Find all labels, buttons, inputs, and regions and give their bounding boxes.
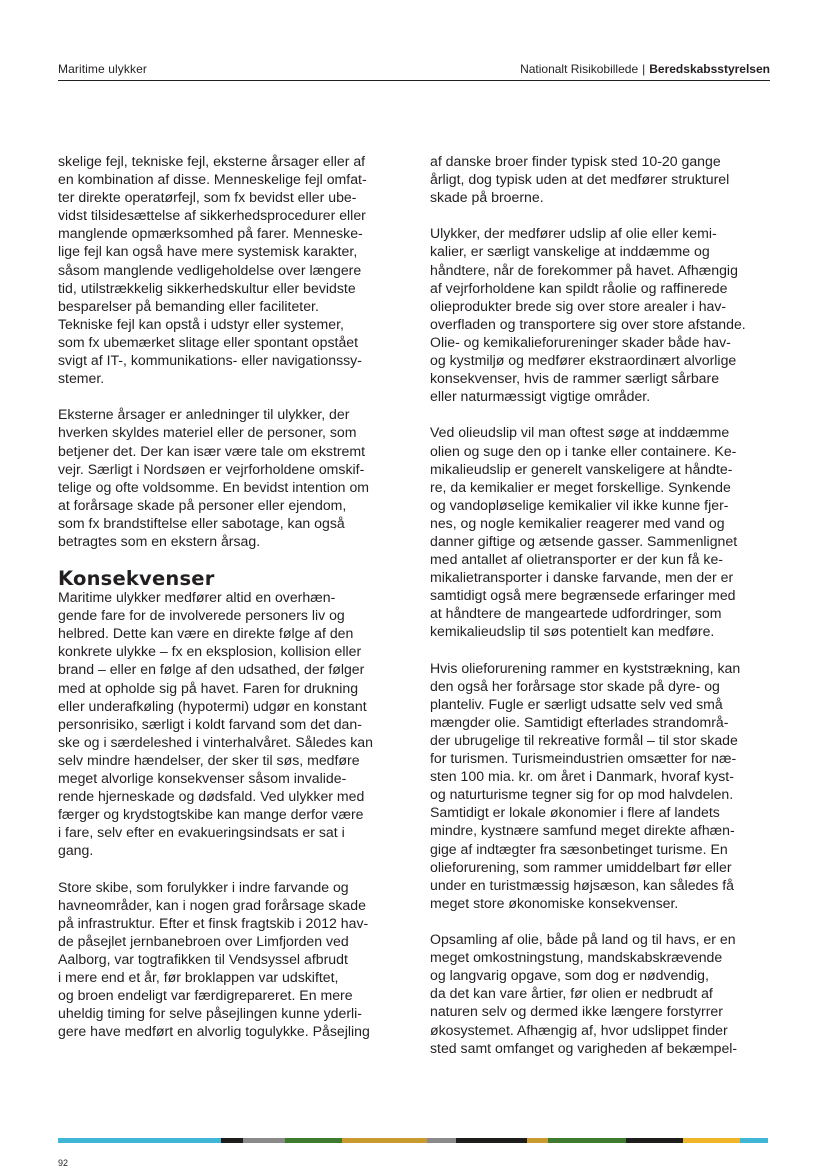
- paragraph: [430, 152, 764, 206]
- text-line: årligt, dog typisk uden at det medfører strukturel: [430, 171, 730, 188]
- text-line: mindre, kystnære samfund meget direkte afhæn-: [430, 822, 735, 839]
- text-line: kemikalieudslip til søs potentielt kan medføre.: [430, 623, 715, 640]
- text-line: overfladen og transportere sig over store afstande.: [430, 315, 746, 332]
- text-line: Olie- og kemikalieforureninger skader både hav-: [430, 333, 731, 350]
- paragraph: [430, 659, 764, 912]
- text-line: mikalieudslip er generelt vanskeligere at håndte-: [430, 460, 733, 477]
- text-line: planteliv. Fugle er særligt udsatte selv ved små: [430, 695, 723, 712]
- text-line: helbred. Dette kan være en direkte følge af den: [58, 625, 354, 642]
- text-line: svigt af IT-, kommunikations- eller navigationssy-: [58, 352, 362, 369]
- text-line: af vejrforholdene kan spildt råolie og raffinerede: [430, 279, 728, 296]
- text-line: færger og krydstogtskibe kan mange derfor være: [58, 806, 364, 823]
- text-line: og naturturisme tegner sig for op mod halvdelen.: [430, 786, 734, 803]
- text-line: med antallet af olietransporter er der kun få ke-: [430, 551, 723, 568]
- strip-segment: [427, 1138, 455, 1143]
- text-line: samtidigt også mere begrænsede erfaringer med: [430, 587, 736, 604]
- text-line: stemer.: [58, 370, 105, 387]
- text-line: tid, utilstrækkelig sikkerhedskultur eller bevidste: [58, 279, 356, 296]
- text-line: mikalietransporter i danske farvande, men der er: [430, 569, 734, 586]
- text-line: en kombination af disse. Menneskelige fejl omfat-: [58, 171, 367, 188]
- text-line: skade på broerne.: [430, 189, 544, 206]
- text-line: gang.: [58, 842, 94, 859]
- text-line: som fx brandstiftelse eller sabotage, kan også: [58, 514, 345, 531]
- page-number: 92: [58, 1158, 69, 1168]
- text-line: på infrastruktur. Efter et finsk fragtskib i 2012 hav-: [58, 914, 369, 931]
- paragraph: [430, 930, 764, 1057]
- text-line: gige af indtægter fra sæsonbetinget turisme. En: [430, 840, 728, 857]
- text-line: og langvarig opgave, som dog er nødvendig,: [430, 967, 709, 984]
- text-line: kalier, er særligt vanskelige at inddæmme og: [430, 243, 710, 260]
- text-line: Opsamling af olie, både på land og til havs, er en: [430, 931, 736, 948]
- text-line: under en turistmæssig højsæson, kan således få: [430, 876, 734, 893]
- right-column: [430, 152, 764, 1057]
- strip-segment: [527, 1138, 548, 1143]
- text-line: vejr. Særligt i Nordsøen er vejrforholdene omskif-: [58, 460, 365, 477]
- text-line: og vandopløselige kemikalier vil ikke kunne fjer-: [430, 496, 729, 513]
- text-line: meget omkostningstung, mandskabskrævende: [430, 949, 723, 966]
- text-line: mængder olie. Samtidigt efterlades strandområ-: [430, 713, 729, 730]
- text-line: Aalborg, var togtrafikken til Vendsyssel afbrudt: [58, 950, 348, 967]
- text-line: brand – eller en følge af den udsathed, der følger: [58, 661, 365, 678]
- text-line: i mere end et år, før broklappen var udskiftet,: [58, 969, 339, 986]
- paragraph: [58, 588, 392, 859]
- text-line: økosystemet. Afhængig af, hvor udslippet finder: [430, 1021, 728, 1038]
- text-line: ske og i særdeleshed i vinterhalvåret. Således kan: [58, 733, 373, 750]
- running-header-section: Maritime ulykker: [58, 62, 147, 76]
- text-line: olieforurening, som rammer umiddelbart før eller: [430, 858, 732, 875]
- text-line: manglende opmærksomhed på farer. Menneske-: [58, 225, 363, 242]
- text-line: Ved olieudslip vil man oftest søge at inddæmme: [430, 424, 730, 441]
- text-line: Maritime ulykker medfører altid en overhæn-: [58, 589, 336, 606]
- text-line: telige og ofte voldsomme. En bevidst intention om: [58, 478, 370, 495]
- text-line: Tekniske fejl kan opstå i udstyr eller systemer,: [58, 315, 344, 332]
- text-line: konkrete ulykke – fx en eksplosion, kollision eller: [58, 643, 362, 660]
- text-line: den også her forårsage stor skade på dyre- og: [430, 677, 720, 694]
- strip-segment: [626, 1138, 683, 1143]
- paragraph: [58, 405, 392, 550]
- text-line: Eksterne årsager er anledninger til ulykker, der: [58, 406, 350, 423]
- text-line: eller underafkøling (hypotermi) udgør en konstant: [58, 697, 367, 714]
- text-line: Hvis olieforurening rammer en kyststrækning, kan: [430, 659, 741, 676]
- text-line: og kystmiljø og medfører ekstraordinært alvorlige: [430, 352, 737, 369]
- text-line: re, da kemikalier er meget forskellige. Synkende: [430, 478, 731, 495]
- text-line: håndtere, når de forekommer på havet. Afhængig: [430, 261, 738, 278]
- strip-segment: [243, 1138, 286, 1143]
- text-line: med at opholde sig på havet. Faren for drukning: [58, 679, 359, 696]
- strip-segment: [548, 1138, 626, 1143]
- strip-segment: [58, 1138, 221, 1143]
- text-line: og broen endeligt var færdigrepareret. En mere: [58, 987, 353, 1004]
- text-line: meget store økonomiske konsekvenser.: [430, 894, 679, 911]
- text-line: sten 100 mia. kr. om året i Danmark, hvoraf kyst-: [430, 768, 734, 785]
- text-line: betjener det. Der kan især være tale om ekstremt: [58, 442, 366, 459]
- strip-segment: [740, 1138, 768, 1143]
- text-line: lige fejl kan også have mere systemisk karakter,: [58, 243, 358, 260]
- header-rule: [58, 80, 770, 81]
- text-line: Ulykker, der medfører udslip af olie eller kemi-: [430, 225, 717, 242]
- strip-segment: [285, 1138, 342, 1143]
- header-separator: |: [642, 62, 646, 76]
- text-line: selv mindre hændelser, der sker til søs, medføre: [58, 751, 360, 768]
- text-line: naturen selv og dermed ikke længere forstyrrer: [430, 1003, 723, 1020]
- running-header-publication: [520, 62, 770, 76]
- text-line: besparelser på bemanding eller faciliteter.: [58, 297, 319, 314]
- text-line: skelige fejl, tekniske fejl, eksterne årsager eller af: [58, 153, 366, 169]
- strip-segment: [221, 1138, 242, 1143]
- text-line: eller naturmæssigt vigtige områder.: [430, 388, 651, 405]
- text-line: danner giftige og ætsende gasser. Sammenlignet: [430, 532, 738, 549]
- text-line: olien og suge den op i tanke eller containere. Ke-: [430, 442, 737, 459]
- text-line: som fx ubemærket slitage eller spontant opstået: [58, 333, 359, 350]
- text-line: gende fare for de involverede personers liv og: [58, 607, 345, 624]
- text-line: personrisiko, særligt i koldt farvand som det dan-: [58, 715, 362, 732]
- text-line: såsom manglende vedligeholdelse over længere: [58, 261, 362, 278]
- strip-segment: [683, 1138, 740, 1143]
- strip-segment: [456, 1138, 527, 1143]
- text-line: nes, og nogle kemikalier reagerer med vand og: [430, 514, 725, 531]
- text-line: konsekvenser, hvis de rammer særligt sårbare: [430, 370, 720, 387]
- text-line: at håndtere de mangeartede udfordringer, som: [430, 605, 722, 622]
- text-line: de påsejlet jernbanebroen over Limfjorden ved: [58, 932, 349, 949]
- text-line: da det kan vare årtier, før olien er nedbrudt af: [430, 985, 713, 1002]
- text-line: havneområder, kan i nogen grad forårsage skade: [58, 896, 366, 913]
- publication-name: Nationalt Risikobillede: [520, 62, 639, 76]
- footer-color-strip: [58, 1138, 768, 1143]
- text-line: i fare, selv efter en evakueringsindsats er sat i: [58, 824, 345, 841]
- paragraph: [58, 152, 392, 387]
- text-line: ter direkte operatørfejl, som fx bevidst eller ube-: [58, 189, 357, 206]
- left-column: [58, 152, 392, 1040]
- paragraph: [430, 423, 764, 640]
- paragraph: [430, 224, 764, 405]
- text-line: uheldig timing for selve påsejlingen kunne yderli-: [58, 1005, 362, 1022]
- strip-segment: [342, 1138, 427, 1143]
- text-line: der ubrugelige til rekreative formål – til stor skade: [430, 732, 738, 748]
- text-line: vidst tilsidesættelse af sikkerhedsprocedurer eller: [58, 207, 366, 224]
- text-line: gere have medført en alvorlig togulykke. Påsejling: [58, 1023, 370, 1040]
- text-line: meget alvorlige konsekvenser såsom invalide-: [58, 770, 347, 786]
- text-line: betragtes som en ekstern årsag.: [58, 532, 261, 549]
- text-line: af danske broer finder typisk sted 10-20 gange: [430, 153, 721, 169]
- text-line: rende hjerneskade og dødsfald. Ved ulykker med: [58, 788, 365, 805]
- publisher-name: Beredskabsstyrelsen: [649, 62, 770, 76]
- section-heading: Konsekvenser: [58, 567, 215, 591]
- text-line: Store skibe, som forulykker i indre farvande og: [58, 878, 349, 895]
- text-line: for turismen. Turismeindustrien omsætter for næ-: [430, 750, 737, 767]
- text-line: sted samt omfanget og varigheden af bekæmpel-: [430, 1039, 738, 1056]
- text-line: at forårsage skade på personer eller ejendom,: [58, 496, 347, 513]
- paragraph: [58, 878, 392, 1041]
- text-line: Samtidigt er lokale økonomier i flere af landets: [430, 804, 720, 821]
- text-line: hverken skyldes materiel eller de personer, som: [58, 424, 357, 441]
- text-line: olieprodukter brede sig over store arealer i hav-: [430, 297, 727, 314]
